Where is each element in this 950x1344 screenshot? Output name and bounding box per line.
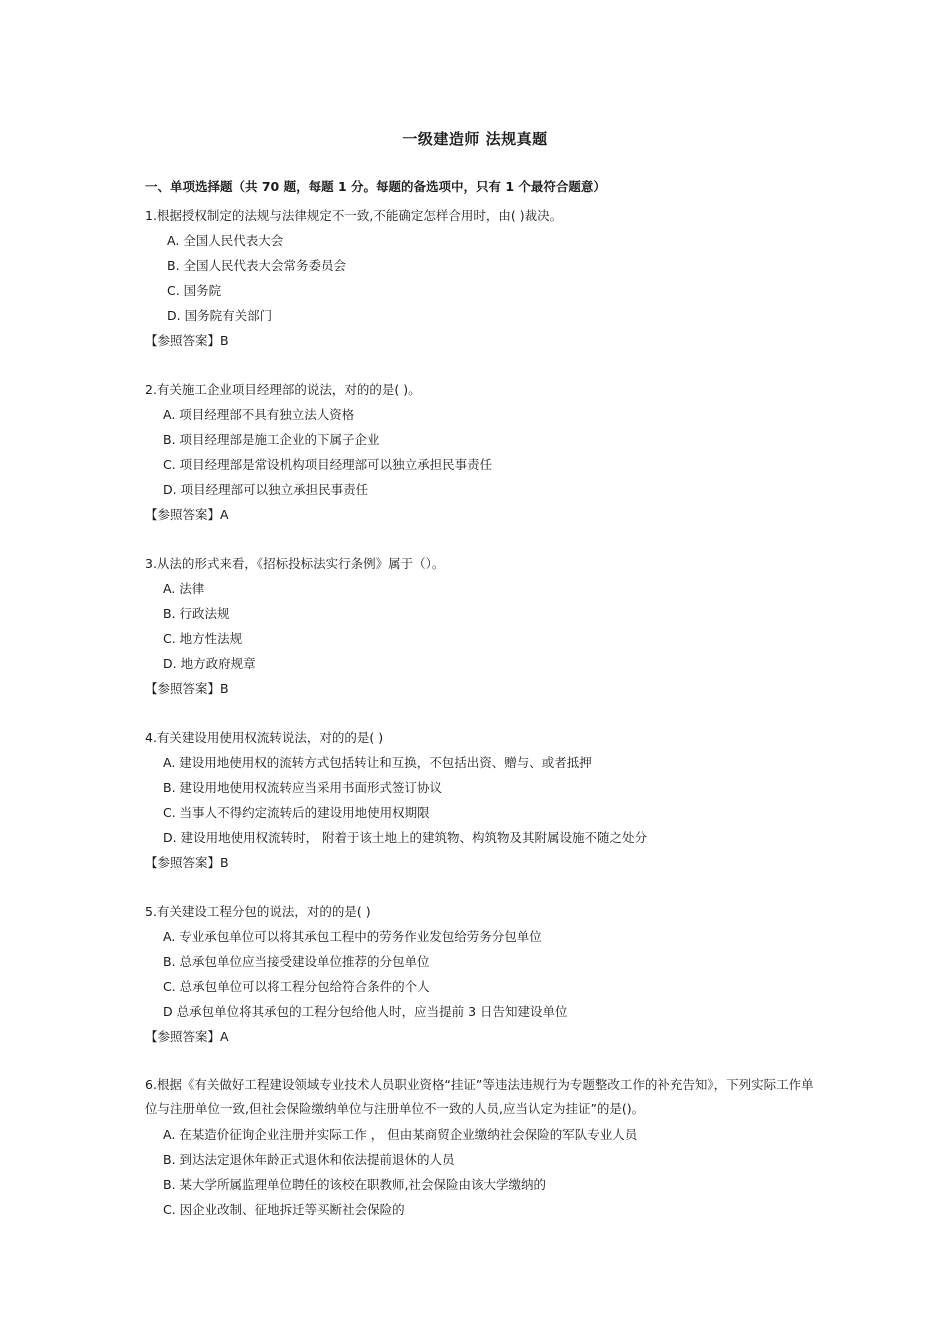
option-c: C. 项目经理部是常设机构项目经理部可以独立承担民事责任 — [163, 457, 493, 472]
question-stem: 4.有关建设用使用权流转说法，对的的是( ) — [145, 730, 384, 745]
question-stem: 1.根据授权制定的法规与法律规定不一致,不能确定怎样合用时，由( )裁决。 — [145, 208, 563, 223]
option-a: A. 项目经理部不具有独立法人资格 — [163, 407, 355, 422]
option-d: D. 地方政府规章 — [163, 656, 256, 671]
option-a: A. 在某造价征询企业注册并实际工作 ， 但由某商贸企业缴纳社会保险的军队专业人员 — [163, 1127, 638, 1142]
option-d: D. 项目经理部可以独立承担民事责任 — [163, 482, 369, 497]
option-a: A. 全国人民代表大会 — [167, 233, 284, 248]
question-6 — [145, 1073, 815, 1222]
option-b: B. 到达法定退休年龄正式退休和依法提前退休的人员 — [163, 1152, 455, 1167]
question-stem: 3.从法的形式来看，《招标投标法实行条例》属于（）。 — [145, 556, 445, 571]
section-heading: 一、单项选择题（共 70 题，每题 1 分。每题的备选项中，只有 1 个最符合题意） — [145, 179, 606, 194]
option-c: C. 地方性法规 — [163, 631, 243, 646]
question-4 — [145, 725, 815, 875]
option-b-duplicate: B. 某大学所属监理单位聘任的该校在职教师,社会保险由该大学缴纳的 — [163, 1177, 546, 1192]
option-a: A. 专业承包单位可以将其承包工程中的劳务作业发包给劳务分包单位 — [163, 929, 542, 944]
option-b: B. 建设用地使用权流转应当采用书面形式签订协议 — [163, 780, 443, 795]
option-b: B. 总承包单位应当接受建设单位推荐的分包单位 — [163, 954, 430, 969]
document-body — [145, 178, 815, 1246]
option-d: D 总承包单位将其承包的工程分包给他人时，应当提前 3 日告知建设单位 — [163, 1004, 568, 1019]
question-1 — [145, 203, 815, 353]
option-d: D. 国务院有关部门 — [167, 308, 273, 323]
document-title: 一级建造师 法规真题 — [402, 130, 548, 148]
question-stem: 6.根据《有关做好工程建设领域专业技术人员职业资格“挂证”等违法违规行为专题整改工作的补充告知》，下列实际工作单位与注册单位一致,但社会保险缴纳单位与注册单位不一致的人员,应当认定为挂证”的是()。 — [145, 1077, 814, 1116]
question-stem: 5.有关建设工程分包的说法，对的的是( ) — [145, 904, 371, 919]
option-c: C. 当事人不得约定流转后的建设用地使用权期限 — [163, 805, 430, 820]
question-2 — [145, 377, 815, 527]
reference-answer: 【参照答案】A — [145, 507, 229, 522]
reference-answer: 【参照答案】B — [145, 333, 229, 348]
option-b: B. 项目经理部是施工企业的下属子企业 — [163, 432, 380, 447]
option-b: B. 行政法规 — [163, 606, 230, 621]
reference-answer: 【参照答案】A — [145, 1029, 229, 1044]
option-b: B. 全国人民代表大会常务委员会 — [167, 258, 347, 273]
question-5 — [145, 899, 815, 1049]
question-3 — [145, 551, 815, 701]
option-d: D. 建设用地使用权流转时， 附着于该土地上的建筑物、构筑物及其附属设施不随之处分 — [163, 830, 648, 845]
question-stem: 2.有关施工企业项目经理部的说法，对的的是( )。 — [145, 382, 421, 397]
option-a: A. 建设用地使用权的流转方式包括转让和互换，不包括出资、赠与、或者抵押 — [163, 755, 592, 770]
option-c: C. 总承包单位可以将工程分包给符合条件的个人 — [163, 979, 430, 994]
reference-answer: 【参照答案】B — [145, 681, 229, 696]
option-c: C. 因企业改制、征地拆迁等买断社会保险的 — [163, 1202, 405, 1217]
option-a: A. 法律 — [163, 581, 205, 596]
option-c: C. 国务院 — [167, 283, 222, 298]
reference-answer: 【参照答案】B — [145, 855, 229, 870]
